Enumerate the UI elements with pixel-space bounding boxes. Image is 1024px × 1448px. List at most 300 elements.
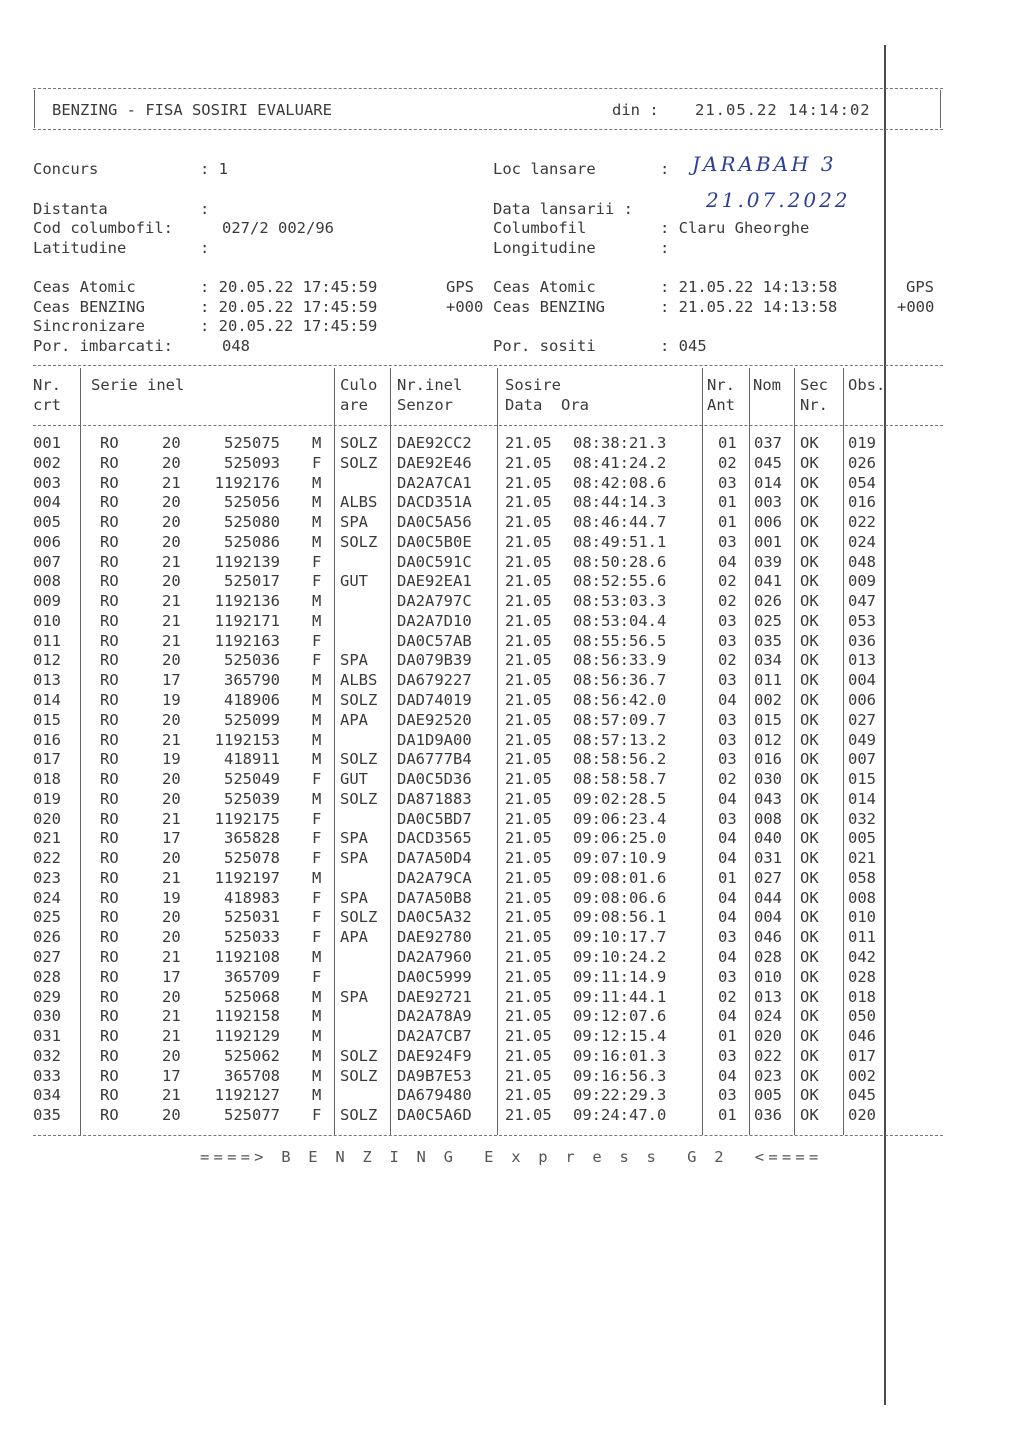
row-date: 21.05 <box>505 1027 552 1046</box>
report-title: BENZING - FISA SOSIRI EVALUARE <box>52 101 332 119</box>
row-color: APA <box>340 710 368 729</box>
table-row <box>0 611 1024 631</box>
row-country: RO <box>100 750 119 769</box>
table-row <box>0 552 1024 572</box>
row-obs: 017 <box>848 1046 876 1065</box>
row-country: RO <box>100 592 119 611</box>
row-sex: M <box>312 868 322 887</box>
row-color: SOLZ <box>340 750 378 769</box>
concurs-value: : 1 <box>200 160 228 178</box>
row-sec: OK <box>800 750 819 769</box>
row-nr: 003 <box>33 473 61 492</box>
row-obs: 008 <box>848 888 876 907</box>
row-date: 21.05 <box>505 493 552 512</box>
row-nom: 013 <box>754 987 782 1006</box>
row-ant: 03 <box>718 750 737 769</box>
table-row <box>0 670 1024 690</box>
row-ant: 01 <box>718 1027 737 1046</box>
row-sex: M <box>312 532 322 551</box>
row-year: 21 <box>162 948 181 967</box>
th-sec: Sec <box>800 376 828 394</box>
row-date: 21.05 <box>505 987 552 1006</box>
row-nr: 009 <box>33 592 61 611</box>
row-country: RO <box>100 789 119 808</box>
row-nom: 004 <box>754 908 782 927</box>
row-sensor: DACD3565 <box>397 829 472 848</box>
latitudine-value: : <box>200 239 210 257</box>
row-date: 21.05 <box>505 513 552 532</box>
row-ring: 525033 <box>224 928 280 947</box>
row-nom: 023 <box>754 1066 782 1085</box>
report-date-label: din : <box>612 101 659 119</box>
row-year: 21 <box>162 868 181 887</box>
porumbei-sositi-label: Por. sositi <box>493 337 596 355</box>
row-year: 20 <box>162 770 181 789</box>
row-nom: 040 <box>754 829 782 848</box>
concurs-label: Concurs <box>33 160 99 178</box>
row-country: RO <box>100 611 119 630</box>
row-ring: 1192176 <box>214 473 280 492</box>
row-ring: 525049 <box>224 770 280 789</box>
row-date: 21.05 <box>505 453 552 472</box>
row-ring: 525080 <box>224 513 280 532</box>
row-time: 08:50:28.6 <box>573 552 667 571</box>
table-top-rule <box>33 365 943 366</box>
porumbei-sositi-value: : 045 <box>660 337 707 355</box>
row-date: 21.05 <box>505 473 552 492</box>
row-ring: 1192108 <box>214 948 280 967</box>
table-row <box>0 1026 1024 1046</box>
table-row <box>0 650 1024 670</box>
row-ring: 365828 <box>224 829 280 848</box>
row-year: 20 <box>162 513 181 532</box>
row-date: 21.05 <box>505 967 552 986</box>
loc-lansare-label: Loc lansare <box>493 160 596 178</box>
row-year: 19 <box>162 750 181 769</box>
row-ring: 1192158 <box>214 1007 280 1026</box>
row-sex: F <box>312 928 322 947</box>
row-date: 21.05 <box>505 572 552 591</box>
table-row <box>0 473 1024 493</box>
row-sex: M <box>312 750 322 769</box>
table-row <box>0 591 1024 611</box>
row-nr: 035 <box>33 1106 61 1125</box>
row-country: RO <box>100 691 119 709</box>
row-sec: OK <box>800 868 819 887</box>
row-ring: 418983 <box>224 888 280 907</box>
row-ant: 02 <box>718 572 737 591</box>
row-year: 19 <box>162 888 181 907</box>
row-date: 21.05 <box>505 928 552 947</box>
row-color: SOLZ <box>340 1106 378 1125</box>
row-year: 21 <box>162 730 181 749</box>
row-sex: F <box>312 888 322 907</box>
row-nom: 043 <box>754 789 782 808</box>
row-ant: 04 <box>718 888 737 907</box>
row-sensor: DA679480 <box>397 1086 472 1105</box>
row-year: 20 <box>162 651 181 670</box>
row-country: RO <box>100 493 119 512</box>
row-obs: 021 <box>848 849 876 868</box>
table-row <box>0 987 1024 1007</box>
row-nom: 030 <box>754 770 782 789</box>
row-date: 21.05 <box>505 750 552 769</box>
row-sensor: DA0C5B0E <box>397 532 472 551</box>
row-obs: 004 <box>848 671 876 690</box>
row-obs: 020 <box>848 1106 876 1125</box>
row-color: SOLZ <box>340 789 378 808</box>
row-nom: 026 <box>754 592 782 611</box>
row-country: RO <box>100 1046 119 1065</box>
row-sensor: DA079B39 <box>397 651 472 670</box>
row-sec: OK <box>800 611 819 630</box>
row-time: 09:16:01.3 <box>573 1046 667 1065</box>
row-country: RO <box>100 453 119 472</box>
row-time: 09:02:28.5 <box>573 789 667 808</box>
row-sex: F <box>312 631 322 650</box>
porumbei-imbarcati-value: 048 <box>222 337 250 355</box>
row-ant: 01 <box>718 434 737 452</box>
row-ring: 1192136 <box>214 592 280 611</box>
row-obs: 028 <box>848 967 876 986</box>
row-nom: 028 <box>754 948 782 967</box>
row-obs: 032 <box>848 809 876 828</box>
row-date: 21.05 <box>505 730 552 749</box>
row-nr: 013 <box>33 671 61 690</box>
row-obs: 024 <box>848 532 876 551</box>
row-nr: 025 <box>33 908 61 927</box>
row-obs: 014 <box>848 789 876 808</box>
row-sensor: DA2A7CA1 <box>397 473 472 492</box>
row-country: RO <box>100 513 119 532</box>
row-color: ALBS <box>340 493 378 512</box>
row-ring: 1192171 <box>214 611 280 630</box>
row-year: 20 <box>162 710 181 729</box>
row-nr: 016 <box>33 730 61 749</box>
row-sex: M <box>312 1086 322 1105</box>
row-year: 20 <box>162 789 181 808</box>
row-country: RO <box>100 1007 119 1026</box>
row-sensor: DA2A797C <box>397 592 472 611</box>
row-ant: 02 <box>718 770 737 789</box>
columbofil-label: Columbofil <box>493 219 587 237</box>
row-ant: 02 <box>718 987 737 1006</box>
row-sex: M <box>312 691 322 709</box>
row-ring: 1192163 <box>214 631 280 650</box>
row-ring: 1192127 <box>214 1086 280 1105</box>
row-ring: 525017 <box>224 572 280 591</box>
row-ant: 02 <box>718 453 737 472</box>
row-sec: OK <box>800 532 819 551</box>
row-sec: OK <box>800 453 819 472</box>
row-nom: 039 <box>754 552 782 571</box>
th-sosire: Sosire <box>505 376 561 394</box>
row-obs: 009 <box>848 572 876 591</box>
row-nom: 011 <box>754 671 782 690</box>
row-ant: 03 <box>718 730 737 749</box>
row-year: 17 <box>162 829 181 848</box>
row-sec: OK <box>800 770 819 789</box>
row-sensor: DA1D9A00 <box>397 730 472 749</box>
row-time: 08:57:13.2 <box>573 730 667 749</box>
row-ring: 365709 <box>224 967 280 986</box>
th-are: are <box>340 396 368 414</box>
row-obs: 026 <box>848 453 876 472</box>
row-ant: 03 <box>718 631 737 650</box>
row-color: GUT <box>340 572 368 591</box>
row-nr: 030 <box>33 1007 61 1026</box>
row-country: RO <box>100 631 119 650</box>
row-year: 17 <box>162 671 181 690</box>
row-year: 21 <box>162 631 181 650</box>
row-time: 09:08:06.6 <box>573 888 667 907</box>
row-obs: 006 <box>848 691 876 709</box>
row-sec: OK <box>800 493 819 512</box>
row-ant: 03 <box>718 1086 737 1105</box>
row-obs: 011 <box>848 928 876 947</box>
row-country: RO <box>100 987 119 1006</box>
row-sensor: DAE92721 <box>397 987 472 1006</box>
ceas-benzing-start-suffix: +000 <box>446 298 484 316</box>
row-year: 20 <box>162 1046 181 1065</box>
row-obs: 005 <box>848 829 876 848</box>
row-year: 19 <box>162 691 181 709</box>
row-year: 20 <box>162 572 181 591</box>
row-nom: 036 <box>754 1106 782 1125</box>
th-sec-nr: Nr. <box>800 396 828 414</box>
header-right-border <box>940 90 941 128</box>
row-date: 21.05 <box>505 809 552 828</box>
ceas-atomic-end-value: : 21.05.22 14:13:58 <box>660 278 838 296</box>
row-year: 20 <box>162 1106 181 1125</box>
row-sensor: DA9B7E53 <box>397 1066 472 1085</box>
ceas-atomic-start-suffix: GPS <box>446 278 474 296</box>
table-header-rule <box>33 425 943 426</box>
table-row <box>0 927 1024 947</box>
distanta-label: Distanta <box>33 200 108 218</box>
row-sensor: DAE92E46 <box>397 453 472 472</box>
row-nom: 020 <box>754 1027 782 1046</box>
row-date: 21.05 <box>505 1007 552 1026</box>
report-date-value: 21.05.22 14:14:02 <box>695 101 871 119</box>
row-nom: 027 <box>754 868 782 887</box>
row-nr: 011 <box>33 631 61 650</box>
row-obs: 048 <box>848 552 876 571</box>
row-obs: 019 <box>848 434 876 452</box>
row-sex: F <box>312 1106 322 1125</box>
row-date: 21.05 <box>505 552 552 571</box>
row-sex: M <box>312 611 322 630</box>
row-ant: 03 <box>718 473 737 492</box>
row-time: 08:46:44.7 <box>573 513 667 532</box>
data-lansarii-handwritten: 21.07.2022 <box>706 188 851 212</box>
row-nom: 016 <box>754 750 782 769</box>
row-ant: 03 <box>718 1046 737 1065</box>
row-ring: 525077 <box>224 1106 280 1125</box>
row-sex: M <box>312 513 322 532</box>
ceas-atomic-end-suffix: GPS <box>906 278 934 296</box>
row-ring: 1192129 <box>214 1027 280 1046</box>
row-obs: 045 <box>848 1086 876 1105</box>
row-country: RO <box>100 572 119 591</box>
row-time: 09:08:01.6 <box>573 868 667 887</box>
row-sec: OK <box>800 829 819 848</box>
row-sec: OK <box>800 473 819 492</box>
th-data-ora: Data Ora <box>505 396 589 414</box>
row-sex: M <box>312 789 322 808</box>
row-sensor: DA2A79CA <box>397 868 472 887</box>
row-ant: 04 <box>718 1007 737 1026</box>
th-obs: Obs. <box>848 376 886 394</box>
row-time: 08:38:21.3 <box>573 434 667 452</box>
row-time: 09:10:17.7 <box>573 928 667 947</box>
row-nr: 029 <box>33 987 61 1006</box>
table-row <box>0 868 1024 888</box>
table-row <box>0 433 1024 453</box>
table-row <box>0 888 1024 908</box>
row-ant: 03 <box>718 710 737 729</box>
row-ring: 1192139 <box>214 552 280 571</box>
row-nr: 017 <box>33 750 61 769</box>
table-row <box>0 512 1024 532</box>
table-row <box>0 453 1024 473</box>
row-time: 08:53:04.4 <box>573 611 667 630</box>
row-nom: 037 <box>754 434 782 452</box>
row-country: RO <box>100 730 119 749</box>
row-sec: OK <box>800 849 819 868</box>
row-year: 20 <box>162 987 181 1006</box>
row-obs: 013 <box>848 651 876 670</box>
row-ant: 04 <box>718 1066 737 1085</box>
row-sex: F <box>312 770 322 789</box>
table-row <box>0 907 1024 927</box>
row-sex: F <box>312 809 322 828</box>
row-ant: 03 <box>718 532 737 551</box>
row-country: RO <box>100 928 119 947</box>
row-sec: OK <box>800 572 819 591</box>
row-nr: 034 <box>33 1086 61 1105</box>
data-lansarii-label: Data lansarii : <box>493 200 633 218</box>
row-time: 09:10:24.2 <box>573 948 667 967</box>
row-nom: 015 <box>754 710 782 729</box>
row-nom: 046 <box>754 928 782 947</box>
row-sex: F <box>312 453 322 472</box>
row-obs: 054 <box>848 473 876 492</box>
row-country: RO <box>100 1106 119 1125</box>
row-ring: 418906 <box>224 691 280 709</box>
row-date: 21.05 <box>505 671 552 690</box>
row-obs: 007 <box>848 750 876 769</box>
row-color: SPA <box>340 513 368 532</box>
row-time: 08:56:33.9 <box>573 651 667 670</box>
row-sec: OK <box>800 631 819 650</box>
row-sec: OK <box>800 928 819 947</box>
row-ring: 525078 <box>224 849 280 868</box>
row-ant: 04 <box>718 908 737 927</box>
row-nom: 045 <box>754 453 782 472</box>
row-sensor: DA2A7960 <box>397 948 472 967</box>
row-time: 08:56:42.0 <box>573 691 667 709</box>
row-sensor: DA7A50D4 <box>397 849 472 868</box>
th-nr-ant: Nr. <box>707 376 735 394</box>
row-ant: 04 <box>718 948 737 967</box>
row-country: RO <box>100 434 119 452</box>
row-sec: OK <box>800 710 819 729</box>
row-year: 20 <box>162 532 181 551</box>
row-country: RO <box>100 552 119 571</box>
row-ring: 525086 <box>224 532 280 551</box>
th-ant: Ant <box>707 396 735 414</box>
row-obs: 053 <box>848 611 876 630</box>
row-year: 21 <box>162 1027 181 1046</box>
row-country: RO <box>100 1086 119 1105</box>
row-time: 08:41:24.2 <box>573 453 667 472</box>
row-sec: OK <box>800 1007 819 1026</box>
row-ant: 03 <box>718 967 737 986</box>
row-year: 21 <box>162 1086 181 1105</box>
row-country: RO <box>100 809 119 828</box>
row-ant: 04 <box>718 829 737 848</box>
row-obs: 016 <box>848 493 876 512</box>
row-color: SOLZ <box>340 1046 378 1065</box>
ceas-benzing-end-label: Ceas BENZING <box>493 298 605 316</box>
distanta-value: : <box>200 200 210 218</box>
row-year: 21 <box>162 473 181 492</box>
row-obs: 015 <box>848 770 876 789</box>
row-nr: 033 <box>33 1066 61 1085</box>
th-culo: Culo <box>340 376 378 394</box>
row-nom: 031 <box>754 849 782 868</box>
th-serie-inel: Serie inel <box>91 376 185 394</box>
table-row <box>0 690 1024 710</box>
th-senzor: Senzor <box>397 396 453 414</box>
row-sensor: DA2A7D10 <box>397 611 472 630</box>
row-sec: OK <box>800 1027 819 1046</box>
row-sex: M <box>312 987 322 1006</box>
row-ring: 525031 <box>224 908 280 927</box>
row-sec: OK <box>800 552 819 571</box>
row-date: 21.05 <box>505 888 552 907</box>
row-sex: M <box>312 493 322 512</box>
row-sec: OK <box>800 434 819 452</box>
row-ring: 418911 <box>224 750 280 769</box>
row-color: SPA <box>340 829 368 848</box>
row-sex: F <box>312 552 322 571</box>
row-nom: 012 <box>754 730 782 749</box>
porumbei-imbarcati-label: Por. imbarcati: <box>33 337 173 355</box>
row-date: 21.05 <box>505 789 552 808</box>
row-nr: 027 <box>33 948 61 967</box>
row-sec: OK <box>800 1106 819 1125</box>
th-nr: Nr. <box>33 376 61 394</box>
row-nr: 007 <box>33 552 61 571</box>
row-obs: 002 <box>848 1066 876 1085</box>
cod-columbofil-label: Cod columbofil: <box>33 219 173 237</box>
row-ring: 365708 <box>224 1066 280 1085</box>
row-year: 20 <box>162 434 181 452</box>
row-sex: M <box>312 671 322 690</box>
row-ring: 1192175 <box>214 809 280 828</box>
row-year: 17 <box>162 1066 181 1085</box>
row-sex: F <box>312 572 322 591</box>
row-ant: 03 <box>718 928 737 947</box>
row-date: 21.05 <box>505 849 552 868</box>
row-sensor: DA679227 <box>397 671 472 690</box>
row-ring: 525062 <box>224 1046 280 1065</box>
row-year: 21 <box>162 592 181 611</box>
row-nr: 024 <box>33 888 61 907</box>
row-country: RO <box>100 710 119 729</box>
